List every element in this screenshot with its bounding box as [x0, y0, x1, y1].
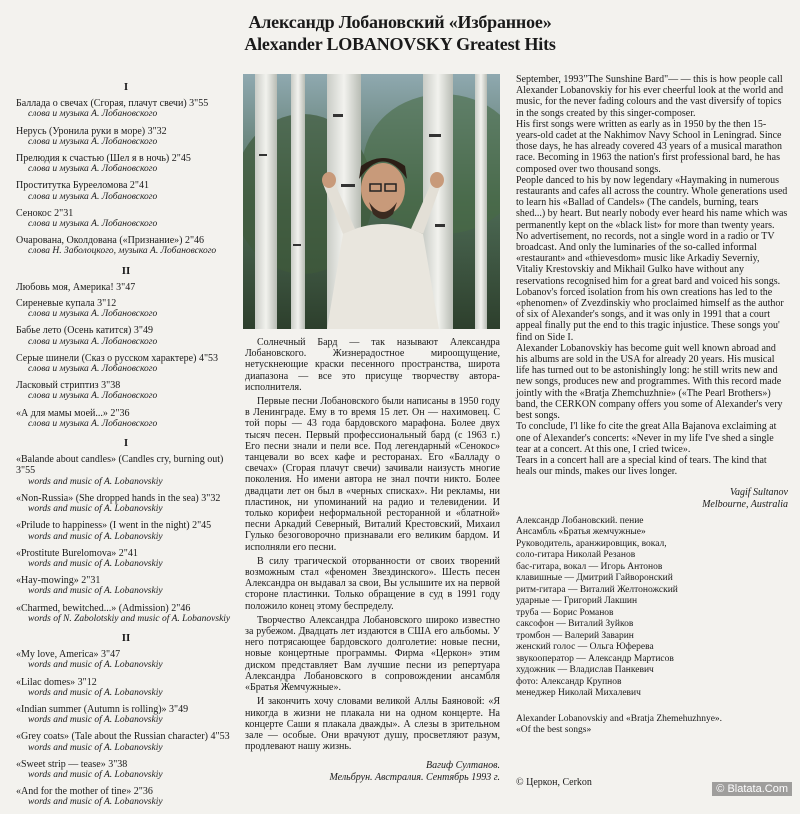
track-credit: words and music of A. Lobanovskiy — [28, 660, 163, 671]
track-title: Нерусь (Уронила руки в море) 3"32 — [16, 125, 167, 137]
credit-line: звукооператор — Александр Мартисов — [516, 653, 674, 664]
russian-signature-name: Вагиф Султанов. — [426, 760, 500, 772]
track-credit: words and music of A. Lobanovskiy — [28, 687, 163, 698]
track-title: Сиреневые купала 3"12 — [16, 298, 117, 310]
credit-line: фото: Александр Крупнов — [516, 676, 622, 687]
section-numeral: II — [121, 631, 131, 644]
credit-line: ритм-гитара — Виталий Желтоножский — [516, 584, 678, 595]
track-entry — [16, 493, 236, 515]
credit-line: Руководитель, аранжировщик, вокал, — [516, 538, 667, 549]
track-title: «Prilude to happiness» (I went in the night) 2"45 — [16, 520, 212, 532]
artist-photo — [243, 74, 500, 329]
track-title: Бабье лето (Осень катится) 3"49 — [16, 325, 153, 337]
track-title: «Grey coats» (Tale about the Russian character) 4"53 — [16, 731, 230, 743]
track-title: «Indian summer (Autumn is rolling)» 3"49 — [16, 703, 189, 715]
english-paragraphs — [516, 74, 788, 477]
track-credit: слова и музыка А. Лобановского — [28, 309, 158, 320]
track-credit: слова и музыка А. Лобановского — [28, 136, 158, 147]
title-english: Alexander LOBANOVSKY Greatest Hits — [244, 34, 556, 54]
track-entry — [16, 153, 236, 175]
track-entry — [16, 380, 236, 402]
section-numeral: I — [123, 81, 129, 93]
paragraph: Первые песни Лобановского были написаны в 1950 году в Ленинграде. Ему в то время 15 лет. Он — нахимовец. С той поры — 43 года бардовского марафона. Более двух тысяч песен. Первый профессиональный бард (с 1963 г.) Его песни знали и пели все. Под легендарный «Сенокос» танцевали во всех кафе и ресторанах. Его «Балладу о свечах» (Сгорая плачут свечи) зачивали наизусть многие поколения. Но имени автора не знал почти никто. Более двадцати лет он был в «черных списках». Ни рекламы, ни пластинок, ни упоминаний на радио и телевидении. И только корифеи неформальной ресторанной и «блатной» песни Аркадий Северный, Виталий Крестовский, Михаил Гулько безоговорочно признавали его великим бардом. И исполняли его песни. — [245, 396, 500, 553]
track-title: Проститутка Бурееломова 2"41 — [16, 180, 149, 192]
track-credit: слова и музыка А. Лобановского — [28, 391, 158, 402]
track-credit: words and music of A. Lobanovskiy — [28, 715, 163, 726]
track-entry — [16, 731, 236, 753]
track-title: Очарована, Околдована («Признание») 2"46 — [16, 235, 205, 247]
track-entry — [16, 298, 236, 320]
credit-line: тромбон — Валерий Заварин — [516, 630, 634, 641]
track-entry — [16, 575, 236, 597]
paragraph: Alexander Lobanovskiy has become guit well known abroad and his albums are sold in the USA for already 20 years. His musical life has turned out to be astonishingly long: he still writs new and new songs, produces new and programmes. With this record made jointly with the «Bratja Zhemchuzhnie» («The Pearl Brothers») band, the CERKON company offers you some of Alexander's very best songs. — [516, 342, 783, 422]
track-credit: words and music of A. Lobanovskiy — [28, 769, 163, 780]
english-liner-notes — [516, 74, 788, 736]
credits-list — [516, 516, 788, 700]
track-entry — [16, 126, 236, 148]
tracklist — [16, 74, 236, 814]
track-entry — [16, 408, 236, 430]
track-entry — [16, 180, 236, 202]
track-title: «Prostitute Burelomova» 2"41 — [16, 547, 138, 559]
section-numeral: I — [123, 437, 129, 450]
track-title: «Lilac domes» 3"12 — [16, 676, 97, 688]
paragraph: To conclude, I'l like fo cite the great Alla Bajanova exclaiming at one of Alexander's concerts: «Never in my life I've shed a single tear at a concert. At this one, I cried twice». — [516, 421, 777, 455]
track-title: Баллада о свечах (Сгорая, плачут свечи) 3"55 — [16, 98, 209, 110]
track-credit: слова и музыка А. Лобановского — [28, 191, 158, 202]
track-title: «Sweet strip — tease» 3"38 — [16, 758, 128, 770]
credit-line: ударные — Григорий Лакшин — [516, 596, 638, 607]
section-numeral: II — [121, 264, 131, 277]
paragraph: И закончить хочу словами великой Аллы Баяновой: «Я никогда в жизни не плакала ни на одном концерте. На концерте Саши я плакала дважды». А слезы в зрительном зале — особые. Они врачуют душу, просветляют разум, продлевают нашу жизнь. — [245, 696, 500, 753]
watermark: © Blatata.Com — [712, 782, 792, 796]
credit-line: Александр Лобановский. пение — [516, 515, 644, 526]
track-entry — [16, 677, 236, 699]
track-credit: слова и музыка А. Лобановского — [28, 164, 158, 175]
credit-line: бас-гитара, вокал — Игорь Антонов — [516, 561, 663, 572]
track-entry — [16, 235, 236, 257]
track-entry — [16, 603, 236, 625]
paragraph: Солнечный Бард — так называют Александра Лобановского. Жизнерадостное мироощущение, нетускнеющие краски песенного пространства, широта диапазона — все это присуще творчеству автора-исполнителя. — [245, 337, 500, 393]
track-entry — [16, 98, 236, 120]
track-title: «Charmed, bewitched...» (Admission) 2"46 — [16, 602, 191, 614]
track-credit: words of N. Zabolotskiy and music of A. Lobanovskiy — [28, 613, 231, 624]
copyright: © Церкон, Cerkon — [516, 777, 592, 788]
credit-line: соло-гитара Николай Резанов — [516, 550, 636, 561]
paragraph: Tears in a concert hall are a special kind of tears. The kind that heals our minds, makes our lives longer. — [516, 454, 767, 478]
track-entry — [16, 649, 236, 671]
track-title: «Balande about candles» (Candles cry, burning out) 3"55 — [16, 454, 224, 477]
credit-line: женский голос — Ольга Юферева — [516, 642, 654, 653]
track-credit: words and music of A. Lobanovskiy — [28, 797, 163, 808]
track-entry — [16, 325, 236, 347]
credit-line: Ансамбль «Братья жемчужные» — [516, 527, 646, 538]
track-credit: слова и музыка А. Лобановского — [28, 364, 158, 375]
track-credit: words and music of A. Lobanovskiy — [28, 504, 163, 515]
track-title: «Non-Russia» (She dropped hands in the sea) 3"32 — [16, 492, 221, 504]
track-entry — [16, 520, 236, 542]
russian-signature-place: Мельбрун. Австралия. Сентябрь 1993 г. — [329, 771, 500, 783]
russian-liner-notes — [245, 337, 500, 783]
track-entry — [16, 759, 236, 781]
track-title: «А для мамы моей...» 2"36 — [16, 407, 130, 419]
title-russian: Александр Лобановский «Избранное» — [248, 12, 552, 32]
track-credit: words and music of A. Lobanovskiy — [28, 742, 163, 753]
track-credit: слова и музыка А. Лобановского — [28, 109, 158, 120]
paragraph: September, 1993"The Sunshine Bard"— — this is how people call Alexander Lobanovskiy for his ever cheerful look at the world and music, for the never fading colours and the vast diversify of topics in the songs created by this singer-composer. — [516, 74, 784, 119]
track-entry — [16, 786, 236, 808]
track-title: «My love, America» 3"47 — [16, 649, 121, 661]
track-entry — [16, 282, 236, 293]
closing-line-1: Alexander Lobanovskiy and «Bratja Zhemehuzhnye». — [516, 713, 723, 724]
track-title: Серые шинели (Сказ о русском характере) 4"53 — [16, 352, 219, 364]
track-credit: words and music of A. Lobanovskiy — [28, 558, 163, 569]
track-credit: words and music of A. Lobanovskiy — [28, 586, 163, 597]
track-title: Любовь моя, Америка! 3"47 — [16, 281, 136, 293]
track-entry — [16, 353, 236, 375]
track-credit: words and music of A. Lobanovskiy — [28, 531, 163, 542]
track-entry — [16, 454, 236, 488]
paragraph: People danced to his by now legendary «Haymaking in numerous restaurants and cafes all across the country. Whole generations used to learn his «Ballad of Candels» (The candels, burning, tears shed...) by heart. But nearly nobody ever heard his name which was permanently kept on the «black list» for more than twenty years. No advertisement, no records, not a single word in a radio or TV broadcast. And only the luminaries of the so-called informal «restaurant» and «thievesdom» music like Arkadiy Severniy, Vitaliy Krestovskiy and Mikhail Gulko have without any reservations recognised him for a great bard and voiced his songs. Lobanov's forced isolation from his own creations has led to the «phenomen» of Zvezdinskiy who proclaimed himself as the author of six of Alexander's songs, and it was only in 1991 that a court appeal finally put the end to this tragic injustice. These songs you' find on Side I. — [516, 174, 788, 343]
track-credit: слова и музыка А. Лобановского — [28, 219, 158, 230]
credit-line: художник — Владислав Панкевич — [516, 665, 654, 676]
track-credit: слова и музыка А. Лобановского — [28, 336, 158, 347]
english-signature-place: Melbourne, Australia — [702, 498, 788, 510]
credit-line: клавишные — Дмитрий Гайворонский — [516, 573, 673, 584]
english-signature-name: Vagif Sultanov — [729, 487, 788, 499]
track-title: «And for the mother of tine» 2"36 — [16, 786, 153, 798]
credit-line: труба — Борис Романов — [516, 607, 614, 618]
paragraph: His first songs were written as early as in 1950 by the then 15-years-old cadet at the Nakhimov Navy School in Leningrad. Since those days, he has already covered 43 years of a musical marathon race. Becoming in 1963 the nation's first professional bard, he has composed over two thousand songs. — [516, 118, 783, 175]
russian-paragraphs — [245, 337, 500, 752]
track-title: Прелюдия к счастью (Шел я в ночь) 2"45 — [16, 153, 191, 165]
track-title: «Hay-mowing» 2"31 — [16, 575, 101, 587]
track-title: Сенокос 2"31 — [16, 207, 74, 219]
track-entry — [16, 548, 236, 570]
credit-line: менеджер Николай Михалевич — [516, 688, 641, 699]
track-credit: слова Н. Заболоцкого, музыка А. Лобановского — [28, 246, 217, 257]
track-credit: слова и музыка А. Лобановского — [28, 418, 158, 429]
track-title: Ласковый стриптиз 3"38 — [16, 380, 121, 392]
track-entry — [16, 704, 236, 726]
credit-line: саксофон — Виталий Зуйков — [516, 619, 634, 630]
track-credit: words and music of A. Lobanovskiy — [28, 476, 163, 487]
paragraph: В силу трагической оторванности от своих творений возможным стал «феномен Звездинского». Шесть песен Александра он выдавал за свои, Вы услышите их на первой стороне пластинки. Только обращение в суд в 1991 году положило конец этому беспределу. — [245, 555, 500, 612]
track-entry — [16, 208, 236, 230]
paragraph: Творчество Александра Лобановского широко известно за рубежом. Двадцать лет издаются в США его альбомы. У него потрясающее бардовского долголетие: новые песни, новые концертные программы. Фирма «Церкон» этим диском представляет Вам лучшие песни из репертуара Александра Лобановского в сопровождении ансамбля «Братья Жемчужные». — [245, 614, 500, 694]
closing-line-2: «Of the best songs» — [516, 724, 592, 735]
